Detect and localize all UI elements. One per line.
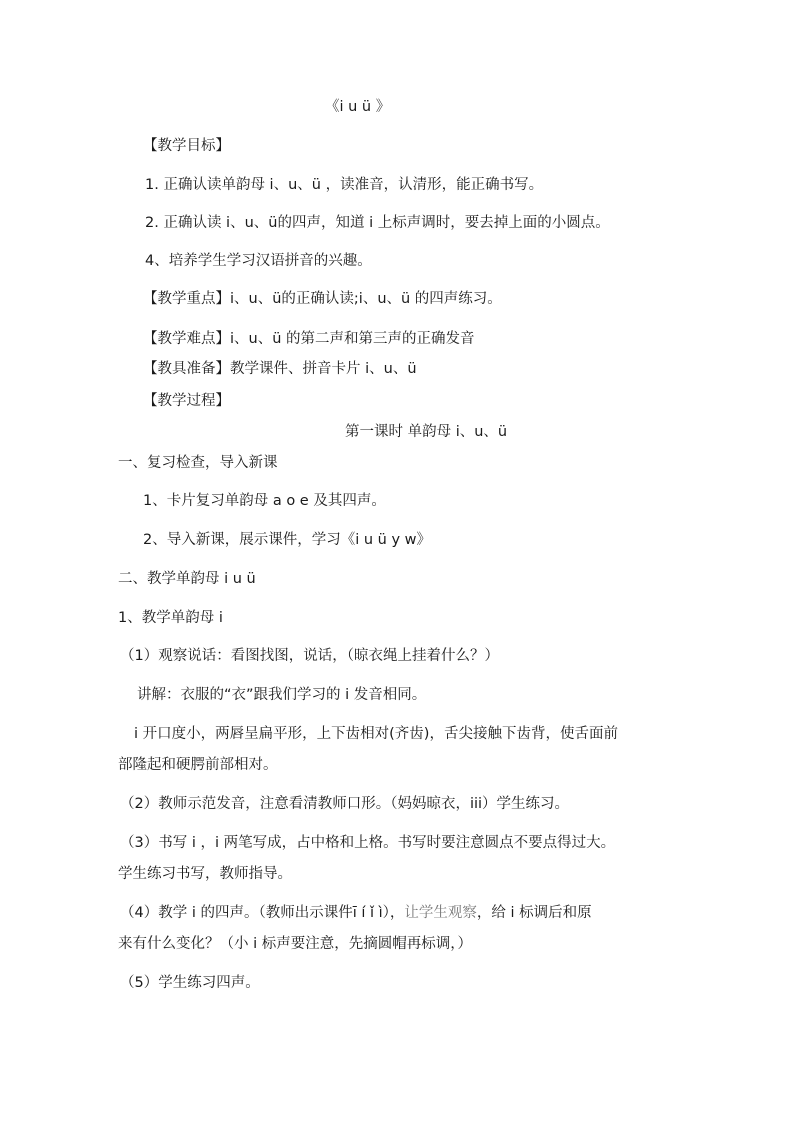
step-4-line-2: 来有什么变化？（小 i 标声要注意，先摘圆帽再标调，） [118,936,472,952]
step-5: （5）学生练习四声。 [120,975,260,991]
item-1-2: 2、导入新课，展示课件，学习《i u ü y w》 [143,532,432,548]
step-2: （2）教师示范发音，注意看清教师口形。（妈妈晾衣，iii）学生练习。 [120,796,570,812]
process-heading: 【教学过程】 [143,393,230,409]
section-1-heading: 一、复习检查，导入新课 [118,455,278,471]
description-line-1: i 开口度小，两唇呈扁平形，上下齿相对(齐齿)，舌尖接触下齿背，使舌面前 [134,726,618,742]
step-4-part-c: ，给 i 标调后和原 [476,905,592,921]
step-1: （1）观察说话：看图找图，说话，（晾衣绳上挂着什么？） [120,648,499,664]
step-4-part-a: （4）教学 i 的四声。（教师出示课件ī í ǐ ì）， [120,905,405,921]
materials: 【教具准备】教学课件、拼音卡片 i、u、ü [143,361,417,377]
objectives-heading: 【教学目标】 [143,138,230,154]
step-3-line-2: 学生练习书写，教师指导。 [118,866,292,882]
objective-1: 1. 正确认读单韵母 i、u、ü ，读准音，认清形，能正确书写。 [145,177,544,193]
step-3-line-1: （3）书写 i ，i 两笔写成，占中格和上格。书写时要注意圆点不要点得过大。 [120,835,616,851]
key-points: 【教学重点】i、u、ü的正确认读;i、u、ü 的四声练习。 [143,291,502,307]
doc-title: 《i u ü 》 [325,99,391,115]
objective-3: 4、培养学生学习汉语拼音的兴趣。 [145,253,372,269]
section-2-heading: 二、教学单韵母 i u ü [118,571,256,587]
step-4-line-1 [120,906,592,921]
item-1-1: 1、卡片复习单韵母 a o e 及其四声。 [143,493,386,509]
step-4-part-b: 让学生观察 [404,905,477,921]
objective-2: 2. 正确认读 i、u、ü的四声，知道 i 上标声调时，要去掉上面的小圆点。 [145,215,610,231]
explanation: 讲解：衣服的“衣”跟我们学习的 i 发音相同。 [137,687,427,703]
difficulties: 【教学难点】i、u、ü 的第二声和第三声的正确发音 [143,331,475,347]
lesson-title: 第一课时 单韵母 i、u、ü [345,424,508,440]
item-2-1: 1、教学单韵母 i [118,610,223,626]
description-line-2: 部隆起和硬腭前部相对。 [118,757,278,773]
